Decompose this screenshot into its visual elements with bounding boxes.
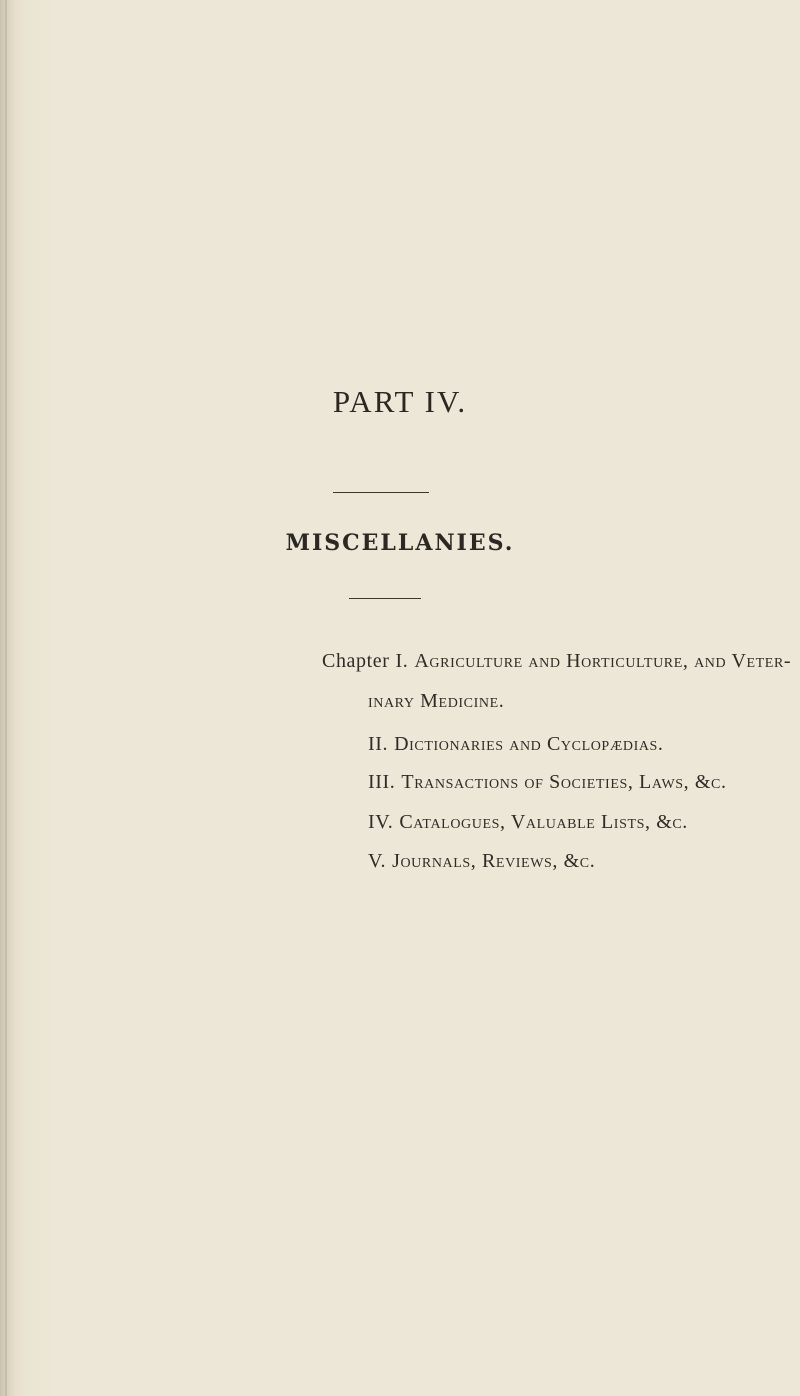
chapter-text: Journals, Reviews, &c. (392, 850, 596, 872)
chapter-number: V. (368, 850, 387, 872)
chapter-text: Agriculture and Horticulture, and Veter- (414, 650, 792, 672)
chapter-word: Chapter (322, 650, 390, 672)
page-gutter (5, 0, 7, 1396)
chapter-number: IV. (368, 811, 394, 833)
chapter-number: III. (368, 771, 396, 793)
chapter-text: Dictionaries and Cyclopædias. (394, 733, 664, 755)
part-title: PART IV. (332, 384, 468, 419)
top-rule (333, 492, 429, 493)
chapter-number: II. (368, 733, 389, 755)
chapter-text: inary Medicine. (368, 690, 505, 712)
chapter-entry-1 (322, 650, 791, 673)
section-title: MISCELLANIES. (285, 530, 515, 556)
chapter-text: Catalogues, Valuable Lists, &c. (399, 811, 688, 833)
chapter-entry-5 (368, 850, 595, 873)
chapter-entry-1-continued (368, 690, 504, 713)
chapter-entry-4 (368, 811, 688, 834)
chapter-entry-3 (368, 771, 727, 794)
chapter-text: Transactions of Societies, Laws, &c. (401, 771, 727, 793)
chapter-number: I. (395, 650, 409, 672)
chapter-entry-2 (368, 733, 664, 756)
bottom-rule (349, 598, 421, 599)
